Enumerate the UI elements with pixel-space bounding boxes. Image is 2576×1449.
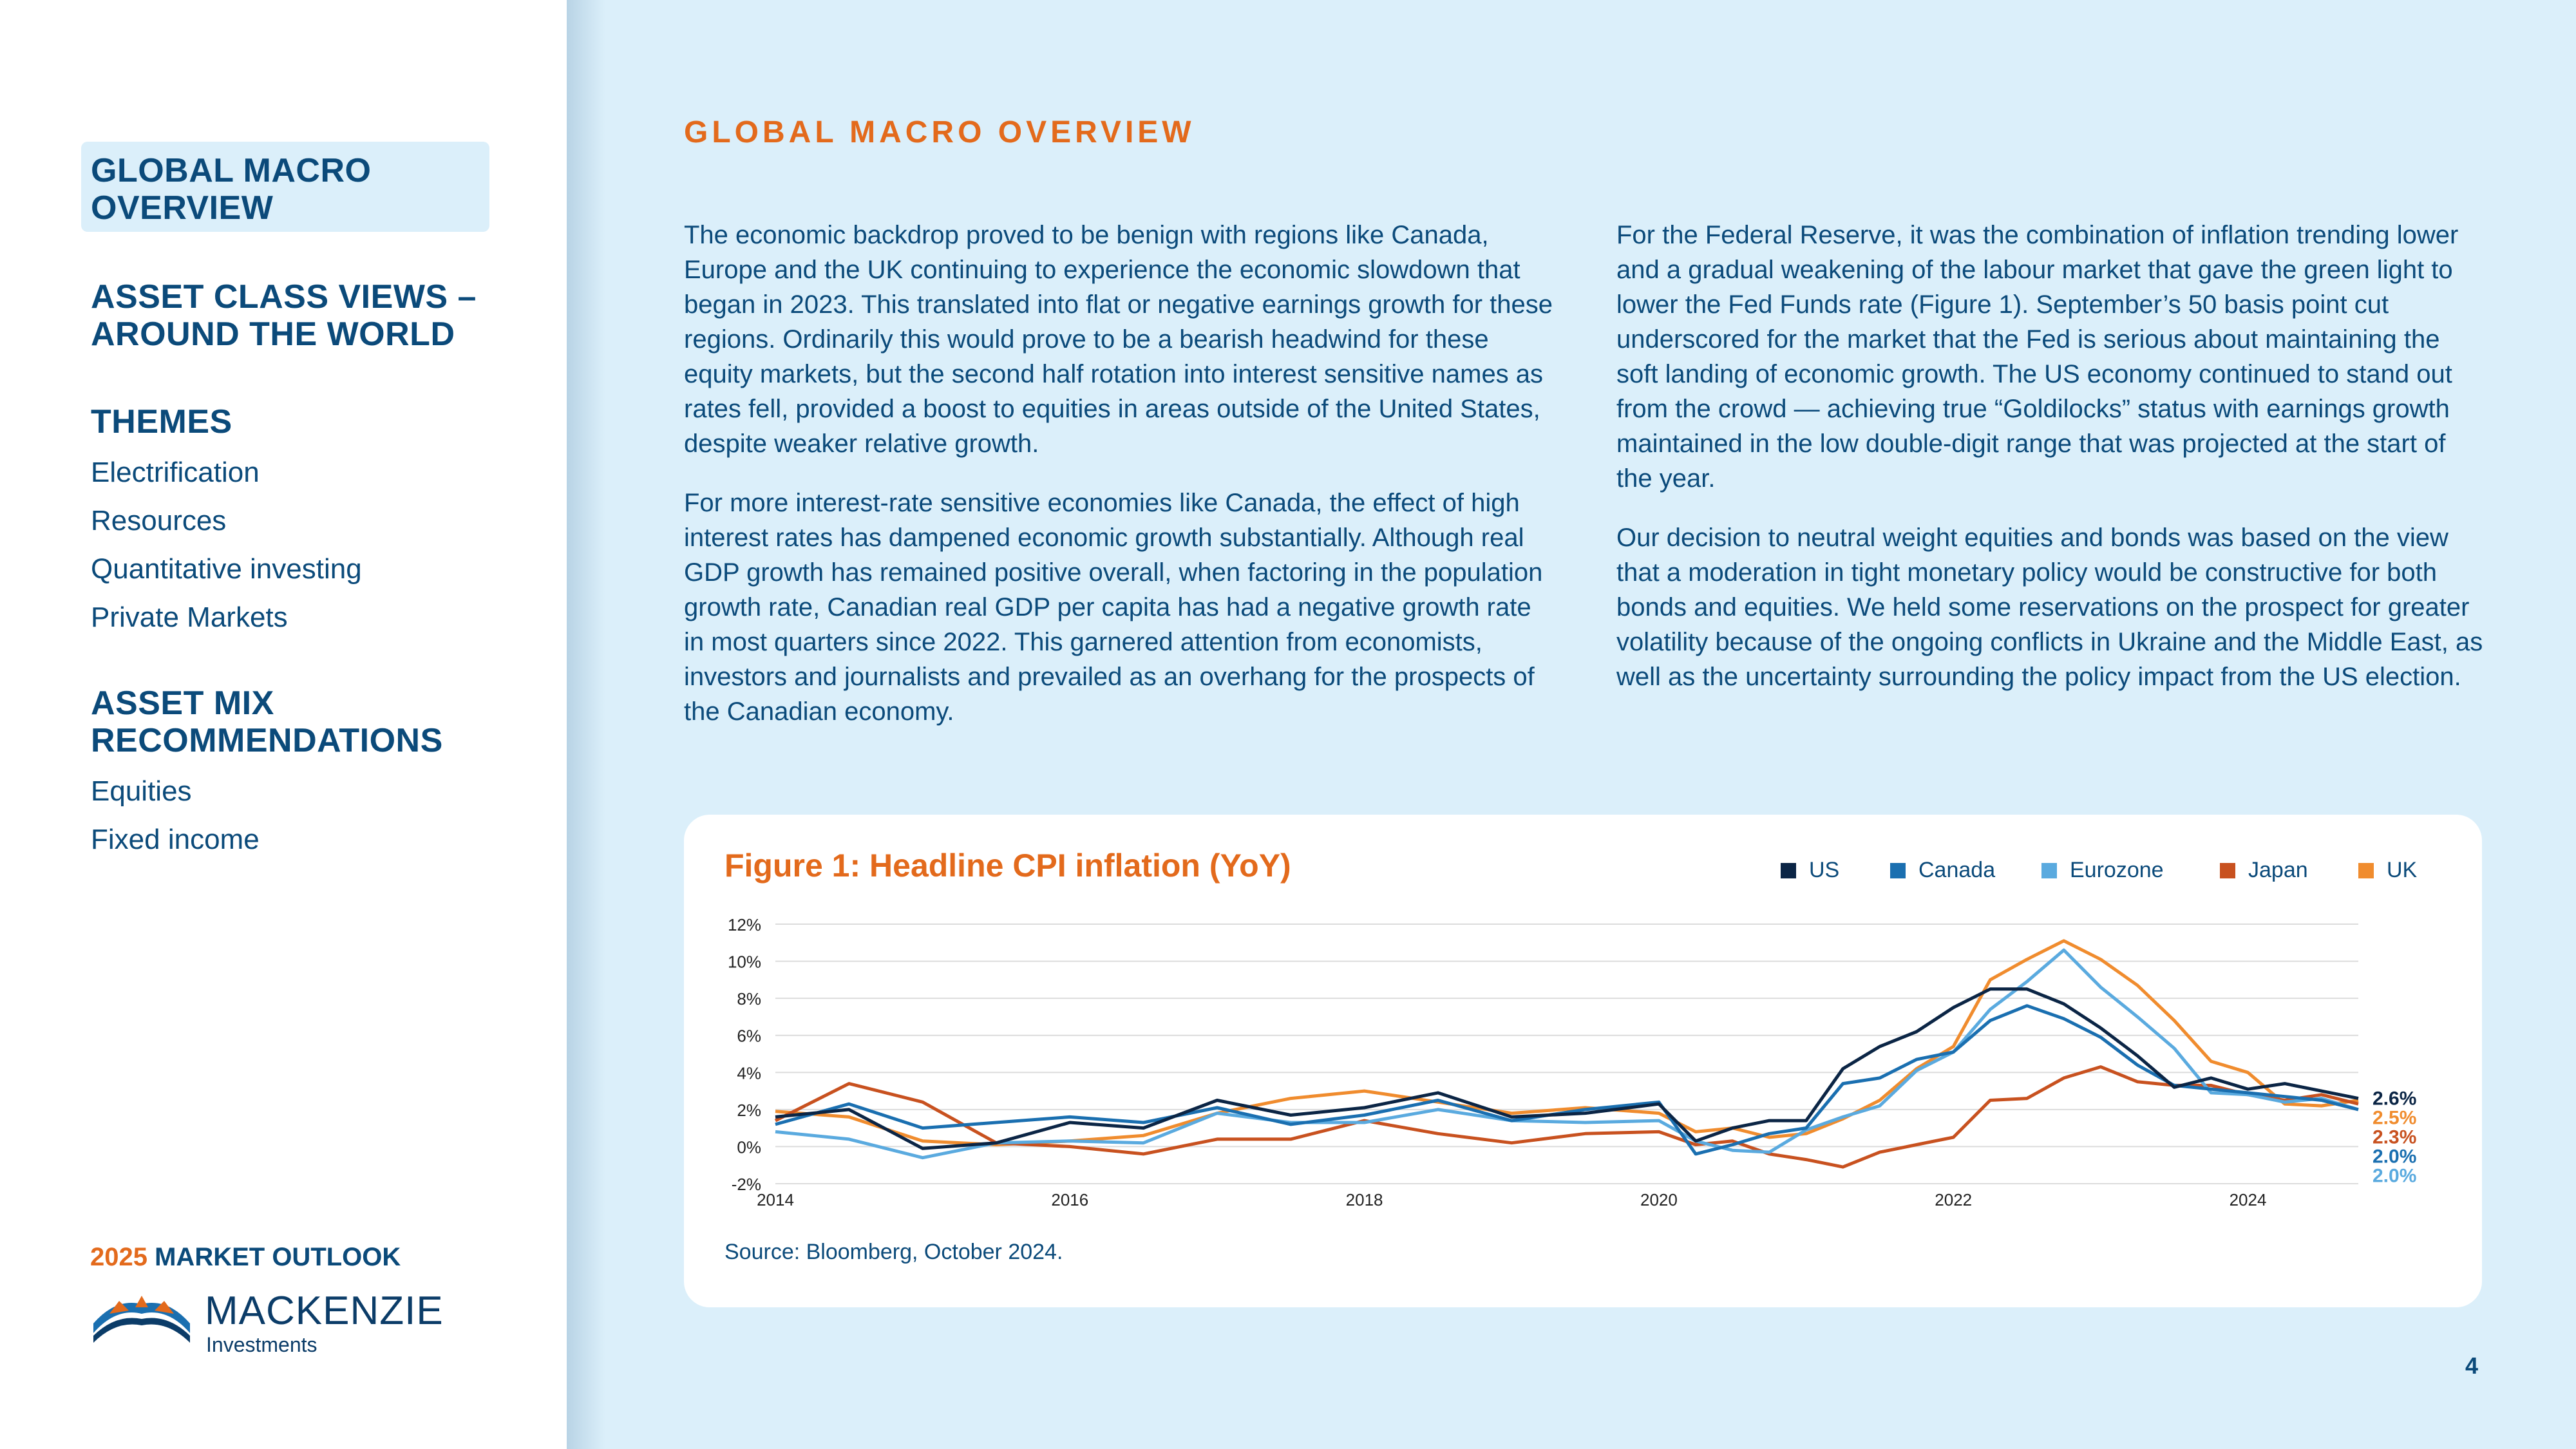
mackenzie-logo-icon [90,1288,193,1352]
y-tick-label: 0% [737,1137,761,1157]
company-subtitle: Investments [206,1333,317,1356]
figure-card [684,815,2482,1307]
nav-asset-mix-line-2: RECOMMENDATIONS [91,722,443,759]
end-label-japan: 2.3% [2372,1126,2417,1148]
legend-japan-label: Japan [2248,858,2308,882]
y-tick-label: 10% [727,952,761,972]
sidebar [0,0,567,1449]
end-label-us: 2.6% [2372,1088,2417,1110]
end-label-canada: 2.0% [2372,1146,2417,1168]
series-line-japan [775,1067,2358,1168]
nav-asset-class-line-1: ASSET CLASS VIEWS – [91,278,477,316]
nav-theme-electrification[interactable]: Electrification [91,457,260,488]
nav-global-macro-overview[interactable] [91,152,371,227]
x-tick-label: 2014 [757,1190,794,1209]
cpi-line-chart [684,815,2482,1307]
outlook-label: MARKET OUTLOOK [155,1243,401,1271]
nav-theme-quantitative-investing[interactable]: Quantitative investing [91,553,362,585]
legend-canada-label: Canada [1918,858,1996,882]
section-title: GLOBAL MACRO OVERVIEW [684,115,1195,149]
y-tick-label: 12% [727,915,761,934]
y-tick-label: 4% [737,1063,761,1083]
nav-asset-class-views[interactable] [91,278,477,353]
company-name: MACKENZIE [205,1289,444,1333]
nav-global-macro-line-1: GLOBAL MACRO [91,152,372,189]
x-tick-label: 2018 [1345,1190,1383,1209]
nav-global-macro-line-2: OVERVIEW [91,189,274,227]
nav-themes-label: THEMES [91,403,232,440]
end-label-eurozone: 2.0% [2372,1165,2417,1187]
nav-asset-mix-line-1: ASSET MIX [91,685,274,722]
outlook-year: 2025 [90,1243,147,1271]
page-number: 4 [2465,1352,2479,1379]
y-tick-label: 6% [737,1026,761,1046]
x-tick-label: 2016 [1051,1190,1089,1209]
y-tick-label: 8% [737,989,761,1009]
nav-theme-resources[interactable]: Resources [91,505,227,536]
nav-theme-private-markets[interactable]: Private Markets [91,601,288,633]
legend-eurozone-label: Eurozone [2070,858,2164,882]
x-tick-label: 2024 [2229,1190,2267,1209]
chart-title: Figure 1: Headline CPI inflation (YoY) [724,848,1291,884]
x-tick-label: 2022 [1935,1190,1973,1209]
y-tick-label: 2% [737,1100,761,1120]
legend-uk-label: UK [2387,858,2418,882]
sidebar-shadow [567,0,605,1449]
left-column [684,218,1553,753]
nav-asset-mix-fixed-income[interactable]: Fixed income [91,824,260,855]
right-paragraph-1: For the Federal Reserve, it was the combination of inflation trending lower and a gradual weakening of the labour market that gave the green light to lower the Fed Funds rate (Figure 1). September’s 50 basis point cut underscored for the market that the Fed is serious about maintaining the soft landing of economic growth. The US economy continued to stand out from the crowd — achieving true “Goldilocks” status with earnings growth maintained in the low double-digit range that was projected at the start of the year. [1616,221,2459,493]
left-paragraph-2: For more interest-rate sensitive economies like Canada, the effect of high interest rates has dampened economic growth substantially. Although real GDP growth has remained positive overall, when factoring in the population growth rate, Canadian real GDP per capita has had a negative growth rate in most quarters since 2022. This garnered attention from economists, investors and journalists and prevailed as an overhang for the prospects of the Canadian economy. [684,489,1543,726]
left-paragraph-1: The economic backdrop proved to be benign with regions like Canada, Europe and the UK continuing to experience the economic slowdown that began in 2023. This translated into flat or negative earnings growth for these regions. Ordinarily this would prove to be a bearish headwind for these equity markets, but the second half rotation into interest sensitive names as rates fell, provided a boost to equities in areas outside of the United States, despite weaker relative growth. [684,221,1553,458]
right-column [1616,218,2486,719]
chart-source: Source: Bloomberg, October 2024. [724,1240,1063,1264]
legend-us-label: US [1809,858,1840,882]
series-line-canada [775,1006,2358,1154]
y-tick-label: -2% [731,1175,761,1194]
nav-asset-mix-recommendations[interactable] [91,685,443,759]
nav-asset-class-line-2: AROUND THE WORLD [91,316,455,353]
end-label-uk: 2.5% [2372,1107,2417,1129]
nav-themes[interactable] [91,403,232,440]
series-line-us [775,989,2358,1149]
right-paragraph-2: Our decision to neutral weight equities and bonds was based on the view that a moderation in tight monetary policy would be constructive for both bonds and equities. We held some reservations on the prospect for greater volatility because of the ongoing conflicts in Ukraine and the Middle East, as well as the uncertainty surrounding the policy impact from the US election. [1616,524,2483,691]
market-outlook-tag [90,1243,401,1272]
x-tick-label: 2020 [1640,1190,1678,1209]
nav-asset-mix-equities[interactable]: Equities [91,775,192,807]
